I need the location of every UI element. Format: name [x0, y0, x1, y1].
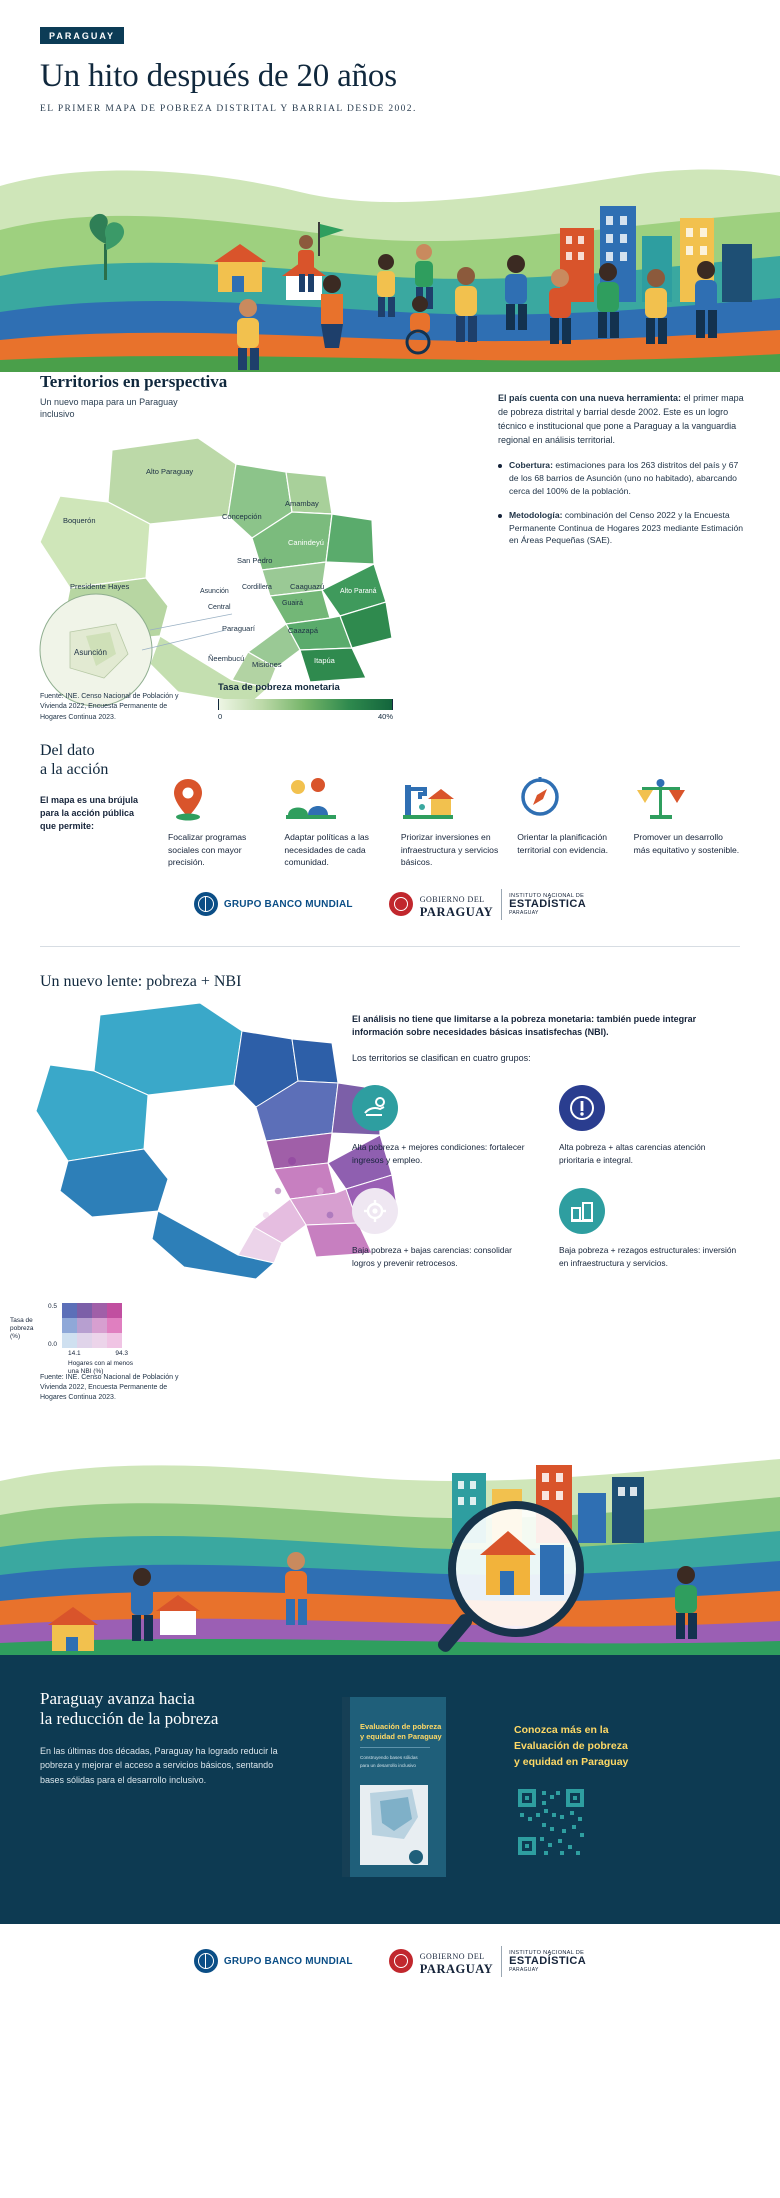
section3-title: Un nuevo lente: pobreza + NBI — [40, 972, 242, 990]
location-pin-icon — [168, 775, 274, 821]
section1-intro — [498, 392, 746, 448]
quadrant-baja-pobreza-rezagos — [559, 1188, 740, 1269]
action-text: Promover un desarrollo más equitativo y sostenible. — [633, 832, 740, 855]
quadrant-text: Baja pobreza + rezagos estructurales: inversión en infraestructura y servicios. — [559, 1245, 737, 1268]
section-del-dato-a-la-accion — [0, 732, 780, 919]
map-label: Asunción — [200, 588, 229, 596]
map-label: Amambay — [285, 499, 319, 509]
map-label: Canindeyú — [288, 538, 324, 548]
legend-min: 0 — [218, 712, 223, 722]
bivar-y-min: 0.0 — [48, 1340, 58, 1348]
footer-ine-logo — [509, 1950, 586, 1973]
section2-lead: El mapa es una brújula para la acción pública que permite: — [40, 795, 139, 832]
footer-text-block — [40, 1689, 290, 1894]
action-orientar — [517, 775, 623, 868]
section1-subtitle: Un nuevo mapa para un Paraguay inclusivo — [40, 397, 178, 420]
bivariate-legend — [10, 1302, 140, 1377]
footer-gobierno-logo — [389, 1946, 586, 1977]
footer-world-bank-logo — [194, 1949, 353, 1973]
nbi-text-column — [352, 1013, 740, 1270]
gov-text — [420, 889, 502, 920]
gear-icon — [352, 1188, 398, 1234]
header — [0, 0, 780, 126]
section1-title: Territorios en perspectiva — [40, 372, 228, 391]
map-label: Boquerón — [63, 516, 96, 526]
section-territorios — [0, 372, 780, 732]
cta-text — [514, 1723, 628, 1770]
globe-icon — [194, 892, 218, 916]
footer-gov-line2: PARAGUAY — [419, 1961, 494, 1976]
partner-logos — [40, 889, 740, 920]
ine-line2: ESTADÍSTICA — [509, 897, 587, 910]
bullet-dot-icon — [498, 514, 502, 518]
globe-icon — [194, 1949, 218, 1973]
government-seal-icon — [389, 892, 413, 916]
action-text: Adaptar políticas a las necesidades de cada comunidad. — [284, 832, 369, 868]
legend-gradient — [218, 699, 393, 710]
action-adaptar — [284, 775, 390, 868]
map-label: Alto Paraguay — [146, 467, 194, 477]
bullet-dot-icon — [498, 464, 502, 468]
government-seal-icon — [389, 1949, 413, 1973]
map-label: Presidente Hayes — [70, 582, 130, 592]
map-label: Paraguarí — [222, 624, 255, 634]
actions-row — [168, 775, 740, 868]
map-label: San Pedro — [237, 556, 273, 566]
qr-code[interactable] — [514, 1785, 588, 1859]
report-cover — [308, 1689, 478, 1894]
bivar-y-max: 0.5 — [48, 1302, 58, 1310]
gobierno-paraguay-logo — [389, 889, 586, 920]
ine-line1: INSTITUTO NACIONAL DE — [509, 892, 585, 899]
footer-gov-text — [420, 1946, 502, 1977]
footer-title-line1: Paraguay avanza hacia — [40, 1688, 195, 1708]
cta-line1: Conozca más en la — [514, 1724, 609, 1737]
world-bank-logo — [194, 892, 353, 916]
bullet-body: estimaciones para los 263 distritos del país y 67 de los 68 barrios de Asunción (uno no habitado), abarcando cerca del 100% de la población. — [509, 460, 739, 496]
section-footer-dark — [0, 1655, 780, 1924]
hand-coin-icon — [352, 1085, 398, 1131]
gov-line2: PARAGUAY — [419, 904, 494, 919]
footer-ine-line2: ESTADÍSTICA — [509, 1954, 587, 1967]
world-bank-label: GRUPO BANCO MUNDIAL — [223, 898, 353, 910]
ine-line3: PARAGUAY — [509, 909, 539, 916]
quadrant-text: Baja pobreza + bajas carencias: consolidar logros y prevenir retrocesos. — [352, 1245, 512, 1268]
action-promover — [634, 775, 740, 868]
map-label: Cordillera — [242, 584, 272, 592]
bullet-text — [509, 509, 746, 548]
section2-title-line2: a la acción — [40, 761, 109, 779]
svg-text:y equidad en Paraguay: y equidad en Paraguay — [360, 1731, 442, 1741]
quadrant-grid — [352, 1085, 740, 1269]
paraguay-poverty-map — [0, 392, 780, 722]
quadrant-text: Alta pobreza + altas carencias atención prioritaria e integral. — [559, 1142, 706, 1165]
map-label: Misiones — [252, 660, 282, 670]
quadrant-text: Alta pobreza + mejores condiciones: fortalecer ingresos y empleo. — [352, 1142, 525, 1165]
ine-logo — [509, 893, 586, 916]
infrastructure-icon — [559, 1188, 605, 1234]
footer-title — [40, 1689, 290, 1730]
footer-title-line2: la reducción de la pobreza — [40, 1709, 219, 1729]
footer-body: En las últimas dos décadas, Paraguay ha logrado reducir la pobreza y mejorar el acceso a servicios básicos, sentando bases sólidas para el desarrollo inclusivo. — [40, 1746, 278, 1785]
legend-scale — [218, 712, 393, 721]
bivar-x-max: 94.3 — [115, 1349, 128, 1357]
bivar-y-caption: Tasa de pobreza (%) — [10, 1316, 34, 1340]
action-text: Focalizar programas sociales con mayor precisión. — [168, 832, 247, 868]
svg-text:para un desarrollo inclusivo: para un desarrollo inclusivo — [360, 1762, 416, 1768]
footer-gov-line1: GOBIERNO DEL — [419, 1951, 485, 1961]
section1-bullets — [498, 459, 746, 547]
section1-text-column — [498, 392, 746, 547]
action-priorizar — [401, 775, 507, 868]
page-title: Un hito después de 20 años — [40, 58, 397, 94]
quadrant-baja-pobreza-bajas-carencias — [352, 1188, 533, 1269]
footer-ine-line3: PARAGUAY — [509, 1966, 539, 1973]
action-text: Priorizar inversiones en infraestructura y servicios básicos. — [400, 832, 499, 868]
bullet-item — [498, 459, 746, 498]
map-label: Caazapá — [288, 626, 319, 636]
section1-source: Fuente: INE. Censo Nacional de Población y Vivienda 2022, Encuesta Permanente de Hogares Continua 2023. — [40, 693, 179, 721]
cta-line2: Evaluación de pobreza — [514, 1740, 628, 1753]
section1-intro-rest: el primer mapa de pobreza distrital y barrial desde 2002. Este es un logro técnico e institucional que pone a Paraguay a la vanguardia regional en análisis territorial. — [498, 393, 744, 446]
section-nuevo-lente — [0, 947, 780, 1415]
action-focalizar — [168, 775, 274, 868]
footer-partner-logos — [0, 1924, 780, 2003]
nbi-intro2: Los territorios se clasifican en cuatro grupos: — [352, 1052, 531, 1063]
footer-cta — [496, 1689, 740, 1894]
magnifier-illustration — [0, 1415, 780, 1655]
gov-line1: GOBIERNO DEL — [419, 894, 485, 904]
map-label: Alto Paraná — [340, 588, 377, 596]
bullet-label: Cobertura: — [509, 460, 553, 471]
alert-exclamation-icon — [559, 1085, 605, 1131]
map-label: Guairá — [282, 600, 304, 608]
quadrant-alta-pobreza-mejores — [352, 1085, 533, 1166]
quadrant-alta-pobreza-altas-carencias — [559, 1085, 740, 1166]
bivariate-grid — [62, 1303, 122, 1348]
map-inset-label: Asunción — [74, 648, 107, 658]
bullet-body: combinación del Censo 2022 y la Encuesta Permanente Continua de Hogares 2023 mediante Estimación en Áreas Pequeñas (SAE). — [509, 509, 744, 546]
footer-ine-line1: INSTITUTO NACIONAL DE — [509, 1949, 585, 1956]
bullet-item — [498, 509, 746, 548]
map-label: Concepción — [222, 512, 262, 522]
cta-line3: y equidad en Paraguay — [514, 1755, 629, 1768]
footer-world-bank-label: GRUPO BANCO MUNDIAL — [223, 1955, 353, 1967]
map-label: Ñeembucú — [208, 654, 245, 664]
map-label: Central — [208, 604, 231, 612]
nbi-intro: El análisis no tiene que limitarse a la pobreza monetaria: también puede integrar información sobre necesidades básicas insatisfechas (NBI). — [352, 1013, 697, 1038]
country-kicker: PARAGUAY — [40, 27, 124, 44]
nbi-bivariate-map — [0, 985, 737, 1415]
bullet-text — [509, 459, 746, 498]
water-tap-house-icon — [401, 775, 507, 821]
svg-text:Construyendo bases sólidas: Construyendo bases sólidas — [360, 1754, 418, 1760]
svg-text:Evaluación de pobreza: Evaluación de pobreza — [360, 1721, 442, 1731]
poverty-legend — [218, 682, 393, 721]
page-subtitle: EL PRIMER MAPA DE POBREZA DISTRITAL Y BARRIAL DESDE 2002. — [40, 104, 417, 114]
legend-title: Tasa de pobreza monetaria — [218, 682, 340, 694]
map-label: Itapúa — [314, 656, 335, 666]
action-text: Orientar la planificación territorial con evidencia. — [517, 832, 608, 855]
bivar-x-min: 14.1 — [68, 1349, 81, 1357]
legend-max: 40% — [377, 712, 393, 722]
hero-illustration — [0, 126, 780, 372]
section1-intro-bold: El país cuenta con una nueva herramienta: — [498, 393, 682, 404]
balance-scale-icon — [634, 775, 740, 821]
bivar-x-caption: Hogares con al menos una NBI (%) — [68, 1359, 134, 1375]
people-group-icon — [284, 775, 390, 821]
compass-icon — [517, 775, 623, 821]
section2-title-line1: Del dato — [40, 742, 95, 760]
map-label: Caaguazú — [290, 582, 325, 592]
bullet-label: Metodología: — [509, 509, 563, 520]
section3-source: Fuente: INE. Censo Nacional de Población y Vivienda 2022, Encuesta Permanente de Hogares Continua 2023. — [40, 1373, 179, 1401]
